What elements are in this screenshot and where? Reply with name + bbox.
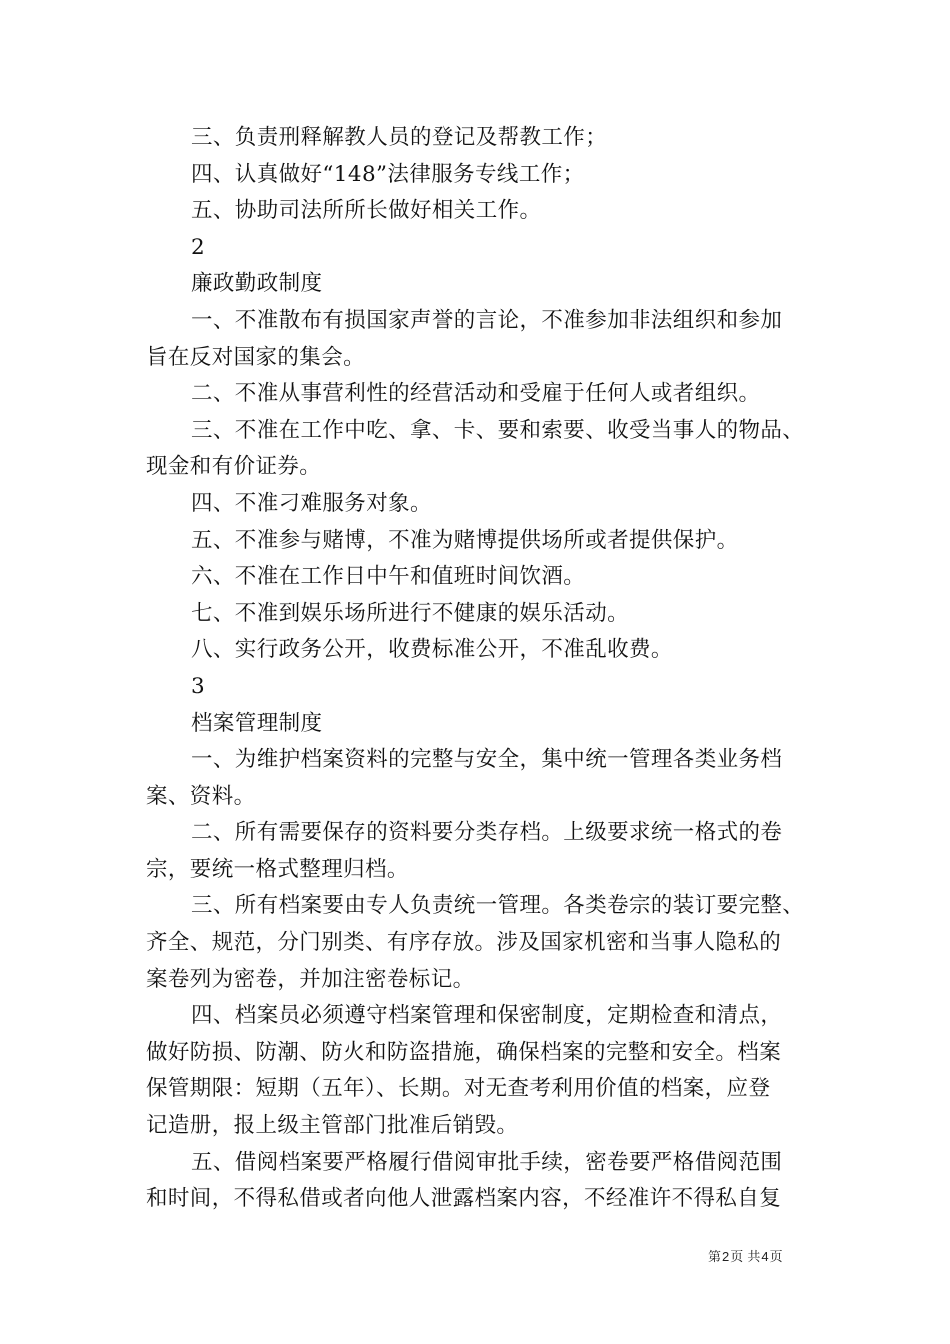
text-line: 四、认真做好“148”法律服务专线工作； [191, 161, 585, 187]
text-line: 七、不准到娱乐场所进行不健康的娱乐活动。 [191, 600, 630, 626]
text-line: 现金和有价证券。 [146, 454, 322, 480]
text-line: 八、实行政务公开，收费标准公开，不准乱收费。 [191, 637, 673, 663]
text-line: 做好防损、防潮、防火和防盗措施，确保档案的完整和安全。档案 [146, 1039, 782, 1065]
section-title: 廉政勤政制度 [191, 271, 323, 297]
text-line: 宗，要统一格式整理归档。 [146, 856, 409, 882]
text-line: 二、不准从事营利性的经营活动和受雇于任何人或者组织。 [191, 381, 761, 407]
text-line: 齐全、规范，分门别类、有序存放。涉及国家机密和当事人隐私的 [146, 930, 782, 956]
text-line: 五、协助司法所所长做好相关工作。 [191, 198, 542, 224]
text-line: 记造册，报上级主管部门批准后销毁。 [146, 1113, 519, 1139]
page-footer [708, 1246, 783, 1265]
text-line: 六、不准在工作日中午和值班时间饮酒。 [191, 564, 586, 590]
text-line: 三、所有档案要由专人负责统一管理。各类卷宗的装订要完整、 [191, 893, 805, 919]
text-line: 五、不准参与赌博，不准为赌博提供场所或者提供保护。 [191, 527, 739, 553]
current-page-number: 2 [722, 1249, 730, 1264]
text-line: 旨在反对国家的集会。 [146, 344, 366, 370]
text-line: 案卷列为密卷，并加注密卷标记。 [146, 966, 475, 992]
section-number: 3 [191, 673, 206, 699]
footer-prefix: 第 [708, 1250, 722, 1265]
text-line: 四、不准刁难服务对象。 [191, 490, 432, 516]
text-line: 五、借阅档案要严格履行借阅审批手续，密卷要严格借阅范围 [191, 1149, 783, 1175]
document-body [146, 120, 822, 1218]
total-pages-number: 4 [761, 1249, 769, 1264]
text-line: 和时间，不得私借或者向他人泄露档案内容，不经准许不得私自复 [146, 1186, 782, 1212]
text-line: 案、资料。 [146, 783, 256, 809]
text-line: 三、负责刑释解教人员的登记及帮教工作； [191, 125, 608, 150]
text-line: 二、所有需要保存的资料要分类存档。上级要求统一格式的卷 [191, 820, 783, 846]
text-line: 一、不准散布有损国家声誉的言论，不准参加非法组织和参加 [191, 307, 783, 333]
text-line: 保管期限：短期（五年）、长期。对无查考利用价值的档案，应登 [146, 1076, 771, 1102]
section-number: 2 [191, 234, 206, 260]
footer-suffix: 页 [769, 1250, 783, 1265]
section-title: 档案管理制度 [191, 710, 323, 736]
text-line: 四、档案员必须遵守档案管理和保密制度，定期检查和清点， [191, 1003, 783, 1029]
text-line: 一、为维护档案资料的完整与安全，集中统一管理各类业务档 [191, 747, 783, 773]
footer-middle: 页 共 [730, 1250, 761, 1265]
text-line: 三、不准在工作中吃、拿、卡、要和索要、收受当事人的物品、 [191, 417, 805, 443]
